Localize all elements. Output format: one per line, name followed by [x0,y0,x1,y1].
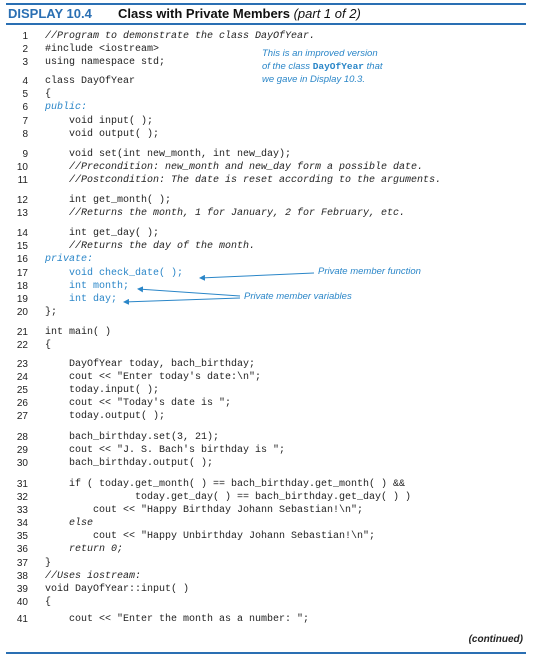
line-number: 11 [17,175,28,186]
code-text: using namespace std; [45,57,166,68]
line-number: 12 [16,195,28,206]
line-number: 7 [22,116,28,127]
line-number: 18 [16,281,28,292]
line-number: 3 [22,57,28,68]
line-number: 13 [16,208,28,219]
code-text: cout << "Happy Birthday Johann Sebastian!\n"; [45,505,364,516]
line-number: 8 [22,129,28,140]
line-number: 21 [16,327,28,338]
line-number: 28 [16,432,28,443]
arrow-to-day [124,298,240,302]
arrow-to-check-date [200,273,314,278]
line-number: 40 [16,597,28,608]
code-text: void output( ); [45,129,160,140]
line-number: 23 [16,359,28,370]
code-text: private: [45,254,94,265]
line-number: 27 [16,411,28,422]
line-number: 14 [16,228,28,239]
code-text: { [45,89,52,100]
code-text: //Postcondition: The date is reset according to the arguments. [45,175,442,186]
callout-improved-line1: This is an improved version [262,48,378,59]
line-number: 9 [22,149,28,160]
line-number: 2 [22,44,28,55]
code-text: class DayOfYear [45,76,136,87]
line-number: 24 [16,372,28,383]
code-text: #include <iostream> [45,44,160,55]
code-text: int get_month( ); [45,195,172,206]
line-number: 36 [16,544,28,555]
line-number: 31 [16,479,28,490]
line-number: 37 [16,558,28,569]
code-text: void set(int new_month, int new_day); [45,149,292,160]
line-number: 38 [16,571,28,582]
code-text: int get_day( ); [45,228,160,239]
callout-improved-pre: of the class [262,61,313,72]
code-text: today.get_day( ) == bach_birthday.get_day( ) ) [45,492,412,503]
line-number: 26 [16,398,28,409]
line-number: 6 [22,102,28,113]
code-text: } [45,558,52,569]
line-number: 30 [16,458,28,469]
code-text: else [45,518,94,529]
callout-improved-line3: we gave in Display 10.3. [262,74,365,85]
code-text: cout << "J. S. Bach's birthday is "; [45,445,286,456]
line-number: 32 [16,492,28,503]
line-number: 1 [22,31,28,42]
line-number: 41 [16,614,28,625]
code-text: { [45,340,52,351]
line-number: 4 [22,76,28,87]
bottom-rule [6,652,526,654]
callout-private-function: Private member function [318,266,421,277]
code-text: today.input( ); [45,385,160,396]
line-number: 34 [16,518,28,529]
code-text: return 0; [45,544,124,555]
display-number: DISPLAY 10.4 [8,6,92,21]
code-text: { [45,597,52,608]
callout-private-variables: Private member variables [244,291,352,302]
line-number: 19 [16,294,28,305]
code-text: void check_date( ); [45,268,184,279]
code-text: void input( ); [45,116,154,127]
line-number: 5 [22,89,28,100]
code-text: void DayOfYear::input( ) [45,584,190,595]
code-text: cout << "Today's date is "; [45,398,232,409]
callout-improved-post: that [364,61,383,72]
line-number: 39 [16,584,28,595]
line-number: 20 [16,307,28,318]
line-number: 16 [16,254,28,265]
code-text: //Precondition: new_month and new_day form a possible date. [45,162,424,173]
code-text: cout << "Happy Unbirthday Johann Sebastian!\n"; [45,531,376,542]
code-text: //Uses iostream: [45,571,142,582]
code-text: int main( ) [45,327,112,338]
code-text: int day; [45,294,118,305]
continued-label: (continued) [468,634,523,645]
code-text: //Returns the month, 1 for January, 2 for February, etc. [45,208,406,219]
code-text: cout << "Enter today's date:\n"; [45,372,262,383]
line-number: 15 [16,241,28,252]
code-text: bach_birthday.set(3, 21); [45,432,220,443]
code-text: int month; [45,281,130,292]
line-number: 35 [16,531,28,542]
display-title-text: Class with Private Members [118,6,290,21]
code-text: bach_birthday.output( ); [45,458,214,469]
code-text: today.output( ); [45,411,166,422]
display-part: (part 1 of 2) [293,6,361,21]
code-text: public: [45,102,88,113]
arrow-to-month [138,289,240,296]
code-text: DayOfYear today, bach_birthday; [45,359,256,370]
line-number: 10 [16,162,28,173]
code-text: //Returns the day of the month. [45,241,256,252]
line-number: 22 [16,340,28,351]
line-number: 29 [16,445,28,456]
code-text: cout << "Enter the month as a number: "; [45,614,310,625]
callout-improved-code: DayOfYear [312,61,365,72]
line-number: 17 [16,268,28,279]
line-number: 33 [16,505,28,516]
code-text: //Program to demonstrate the class DayOfYear. [45,31,316,42]
code-text: if ( today.get_month( ) == bach_birthday.get_month( ) && [45,479,406,490]
line-number: 25 [16,385,28,396]
code-text: }; [45,307,58,318]
